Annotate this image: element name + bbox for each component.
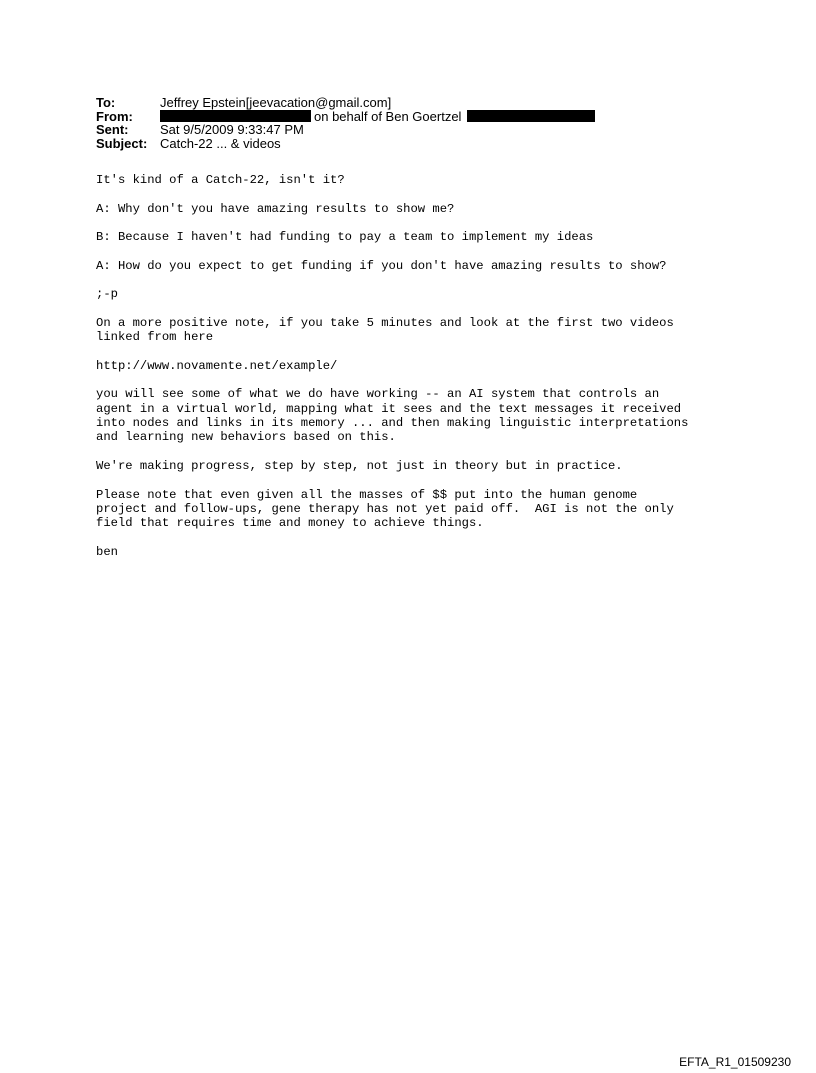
- signature: ben: [96, 544, 118, 559]
- to-value: Jeffrey Epstein[jeevacation@gmail.com]: [160, 95, 392, 110]
- subject-row: [96, 137, 595, 151]
- body-paragraph: you will see some of what we do have working -- an AI system that controls an agent in a virtual world, mapping what it sees and the text messages it received into nodes and links in its memory ... and then making linguistic interpretations and learning new behaviors based on this.: [96, 387, 689, 445]
- subject-value: Catch-22 ... & videos: [160, 135, 281, 151]
- subject-label: Subject:: [96, 135, 148, 151]
- body-paragraph: We're making progress, step by step, not just in theory but in practice.: [96, 458, 623, 473]
- body-paragraph: ;-p: [96, 287, 118, 302]
- document-id: EFTA_R1_01509230: [679, 1055, 791, 1069]
- body-paragraph: A: Why don't you have amazing results to show me?: [96, 201, 455, 216]
- sent-value: Sat 9/5/2009 9:33:47 PM: [160, 122, 304, 137]
- sent-label: Sent:: [96, 122, 129, 137]
- email-header: [96, 96, 595, 150]
- redaction-block: [467, 110, 595, 122]
- body-paragraph: It's kind of a Catch-22, isn't it?: [96, 173, 345, 187]
- body-paragraph: A: How do you expect to get funding if you don't have amazing results to show?: [96, 258, 667, 273]
- to-label: To:: [96, 95, 116, 110]
- body-paragraph: B: Because I haven't had funding to pay a team to implement my ideas: [96, 230, 594, 245]
- from-value: on behalf of Ben Goertzel: [314, 108, 462, 124]
- email-body: [96, 173, 796, 573]
- from-label: From:: [96, 108, 133, 124]
- body-paragraph: Please note that even given all the masses of $$ put into the human genome project and follow-ups, gene therapy has not yet paid off. AGI is not the only field that requires time and money to achieve things.: [96, 487, 674, 531]
- redaction-block: [160, 110, 311, 122]
- body-paragraph: On a more positive note, if you take 5 minutes and look at the first two videos linked from here: [96, 315, 674, 345]
- sent-row: [96, 123, 595, 137]
- body-link: http://www.novamente.net/example/: [96, 358, 338, 373]
- to-row: [96, 96, 595, 110]
- from-row: [96, 110, 595, 124]
